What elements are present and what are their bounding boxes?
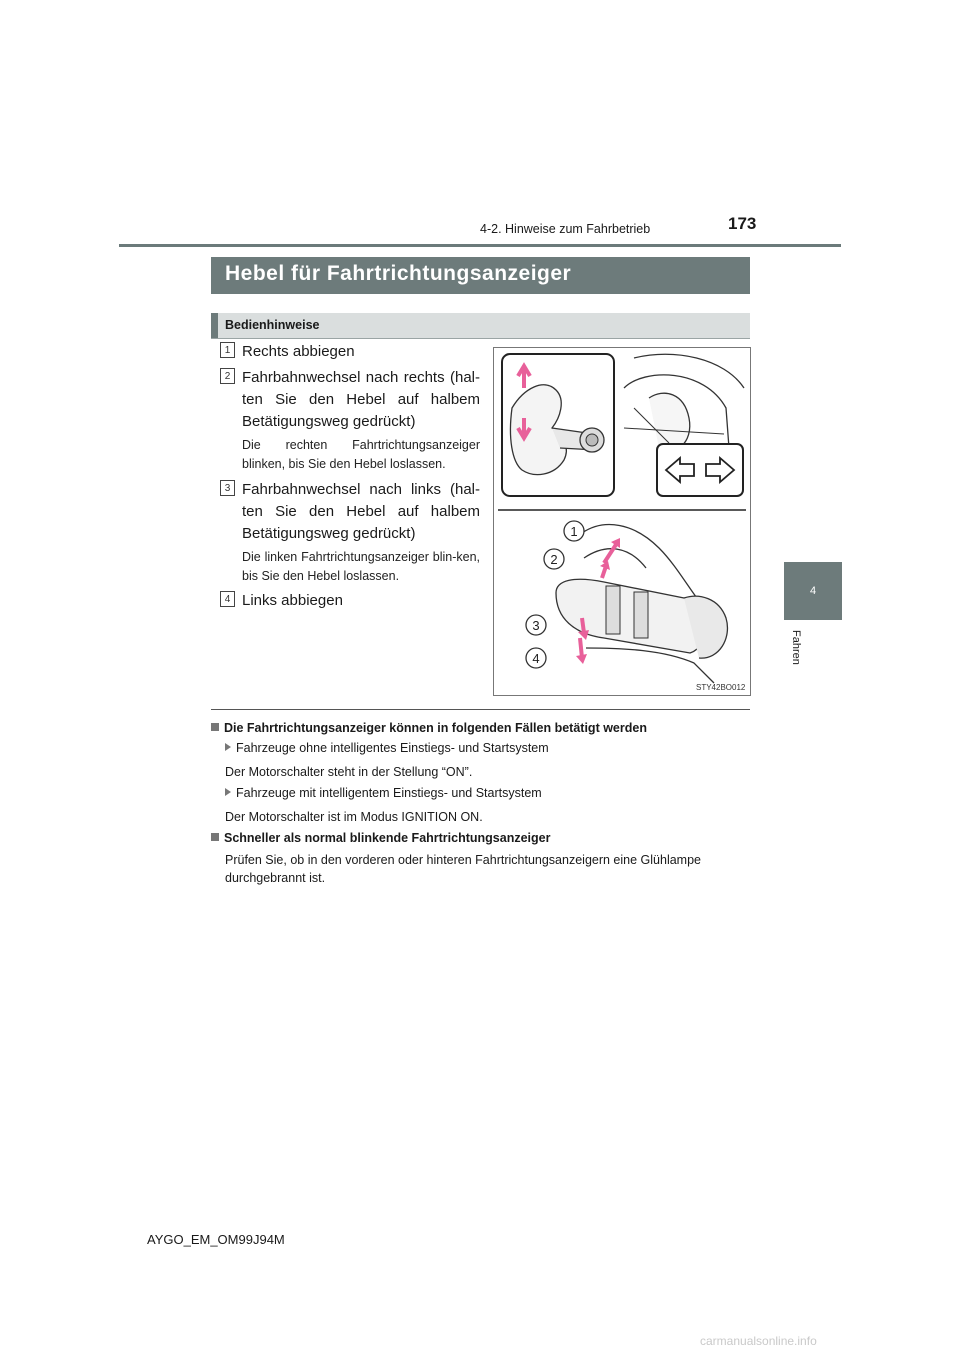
section-header: 4-2. Hinweise zum Fahrbetrieb: [480, 222, 651, 236]
step-number: 3: [220, 480, 235, 496]
note-heading: Schneller als normal blinkende Fahrtrichtungsanzeiger: [211, 831, 550, 845]
svg-text:4: 4: [532, 651, 540, 666]
step-number: 1: [220, 342, 235, 358]
watermark: carmanualsonline.info: [700, 1334, 817, 1348]
square-bullet-icon: [211, 833, 219, 841]
svg-text:3: 3: [532, 618, 540, 633]
lever-illustration: [493, 347, 751, 696]
svg-text:2: 2: [550, 552, 558, 567]
note-body: Prüfen Sie, ob in den vorderen oder hinteren Fahrtrichtungsanzeigern eine Glühlampe durchgebrannt ist.: [225, 853, 701, 885]
subheading: Bedienhinweise: [225, 318, 320, 332]
step-text: Rechts abbiegen: [242, 343, 355, 360]
chapter-tab[interactable]: [784, 562, 842, 620]
document-id: AYGO_EM_OM99J94M: [147, 1232, 285, 1247]
hand-on-lever-panel: [502, 354, 614, 496]
step-text: Fahrbahnwechsel nach rechts (hal-ten Sie den Hebel auf halbem Betätigungsweg gedrückt): [242, 369, 480, 430]
turn-signal-indicator: [657, 444, 743, 496]
step-number: 4: [220, 591, 235, 607]
chapter-number: 4: [809, 585, 817, 597]
callout-3: [526, 615, 546, 635]
square-bullet-icon: [211, 723, 219, 731]
step-number: 2: [220, 368, 235, 384]
steering-wheel-sketch: [624, 354, 744, 451]
page-number: 173: [728, 214, 757, 233]
subheading-bar: [211, 313, 750, 339]
step-text: Fahrbahnwechsel nach links (hal-ten Sie den Hebel auf halbem Betätigungsweg gedrückt): [242, 481, 480, 542]
section-divider: [211, 709, 750, 710]
callout-2: [544, 549, 564, 569]
step-note: Die rechten Fahrtrichtungsanzeiger blinken, bis Sie den Hebel loslassen.: [242, 438, 480, 471]
triangle-bullet-icon: [225, 788, 231, 796]
page-title: Hebel für Fahrtrichtungsanzeiger: [225, 262, 572, 285]
step-note: Die linken Fahrtrichtungsanzeiger blin-ken, bis Sie den Hebel loslassen.: [242, 550, 480, 583]
subheading-accent: [211, 313, 218, 338]
note-heading: Die Fahrtrichtungsanzeiger können in folgenden Fällen betätigt werden: [211, 721, 647, 735]
triangle-bullet-icon: [225, 743, 231, 751]
note-body: Der Motorschalter ist im Modus IGNITION ON.: [225, 810, 483, 824]
note-bullet: Fahrzeuge mit intelligentem Einstiegs- und Startsystem: [225, 786, 542, 800]
callout-1: [564, 521, 584, 541]
step-text: Links abbiegen: [242, 592, 343, 609]
chapter-label: Fahren: [790, 630, 802, 665]
svg-text:1: 1: [570, 524, 578, 539]
title-bar: [211, 257, 750, 294]
lever-side-view: [556, 525, 727, 683]
note-body: Der Motorschalter steht in der Stellung “ON”.: [225, 765, 473, 779]
figure-code: STY42BO012: [696, 683, 746, 692]
callout-4: [526, 648, 546, 668]
note-bullet: Fahrzeuge ohne intelligentes Einstiegs- und Startsystem: [225, 741, 549, 755]
header-rule: [119, 244, 841, 247]
